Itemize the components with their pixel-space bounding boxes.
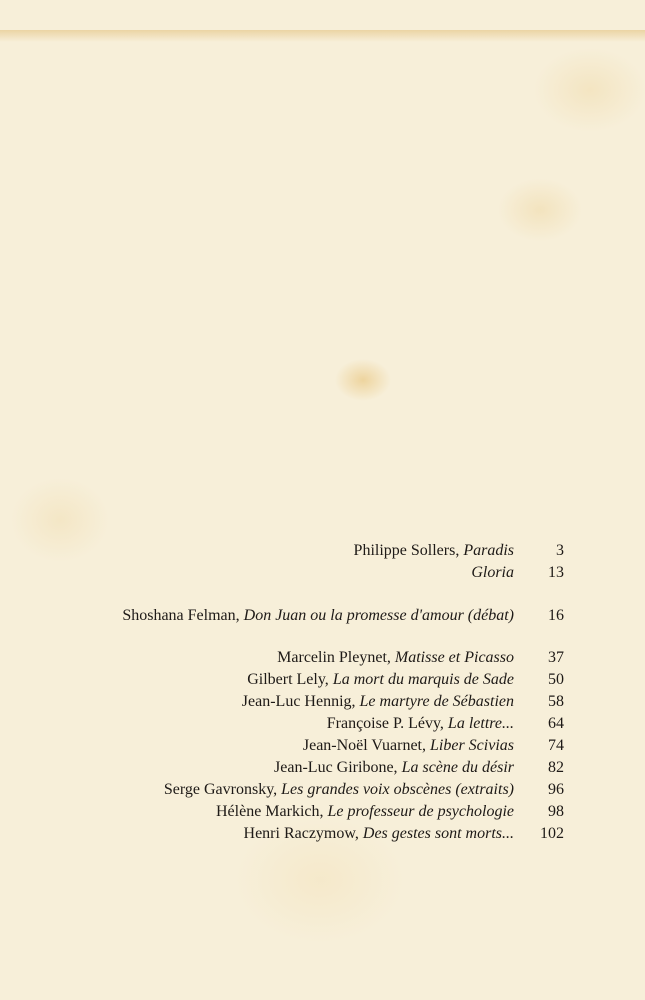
toc-author: Jean-Noël Vuarnet,: [302, 737, 426, 754]
toc-entry: [0, 647, 645, 669]
toc-title: Le professeur de psychologie: [327, 803, 514, 820]
toc-page-number: 37: [548, 649, 564, 666]
toc-page-number: 50: [548, 671, 564, 688]
toc-entry: [0, 713, 645, 735]
toc-author: Marcelin Pleynet,: [277, 649, 391, 666]
toc-page-number: 16: [548, 607, 564, 624]
toc-author: Hélène Markich,: [216, 803, 324, 820]
toc-author: Gilbert Lely,: [247, 671, 329, 688]
toc-entry: [0, 823, 645, 845]
toc-title: Liber Scivias: [430, 737, 514, 754]
toc-entry: [0, 562, 645, 584]
toc-title: La lettre...: [447, 715, 514, 732]
toc-entry: [0, 757, 645, 779]
toc-entry: [0, 669, 645, 691]
toc-title: Des gestes sont morts...: [362, 825, 514, 842]
toc-page-number: 64: [548, 715, 564, 732]
toc-page-number: 74: [548, 737, 564, 754]
toc-title: La mort du marquis de Sade: [332, 671, 514, 688]
toc-author: Jean-Luc Hennig,: [241, 693, 356, 710]
toc-author: Jean-Luc Giribone,: [274, 759, 398, 776]
toc-title: La scène du désir: [401, 759, 514, 776]
toc-page-number: 96: [548, 781, 564, 798]
toc-title: Don Juan ou la promesse d'amour (débat): [243, 607, 514, 624]
toc-title: Paradis: [463, 542, 514, 559]
toc-page-number: 58: [548, 693, 564, 710]
toc-title: Le martyre de Sébastien: [359, 693, 514, 710]
toc-entry: [0, 779, 645, 801]
toc-page-number: 102: [540, 825, 564, 842]
toc-entry: [0, 801, 645, 823]
toc-entry: [0, 691, 645, 713]
toc-page-number: 98: [548, 803, 564, 820]
toc-author: Françoise P. Lévy,: [326, 715, 444, 732]
toc-title: Gloria: [471, 564, 514, 581]
toc-page-number: 82: [548, 759, 564, 776]
toc-page-number: 13: [548, 564, 564, 581]
toc-author: Philippe Sollers,: [353, 542, 460, 559]
toc-title: Les grandes voix obscènes (extraits): [281, 781, 514, 798]
toc-entry: [0, 735, 645, 757]
toc-entry: [0, 605, 645, 627]
toc-author: Shoshana Felman,: [122, 607, 240, 624]
toc-page-number: 3: [556, 542, 564, 559]
toc-author: Henri Raczymow,: [243, 825, 359, 842]
toc-author: Serge Gavronsky,: [163, 781, 278, 798]
toc-entry: [0, 540, 645, 562]
toc-title: Matisse et Picasso: [394, 649, 514, 666]
